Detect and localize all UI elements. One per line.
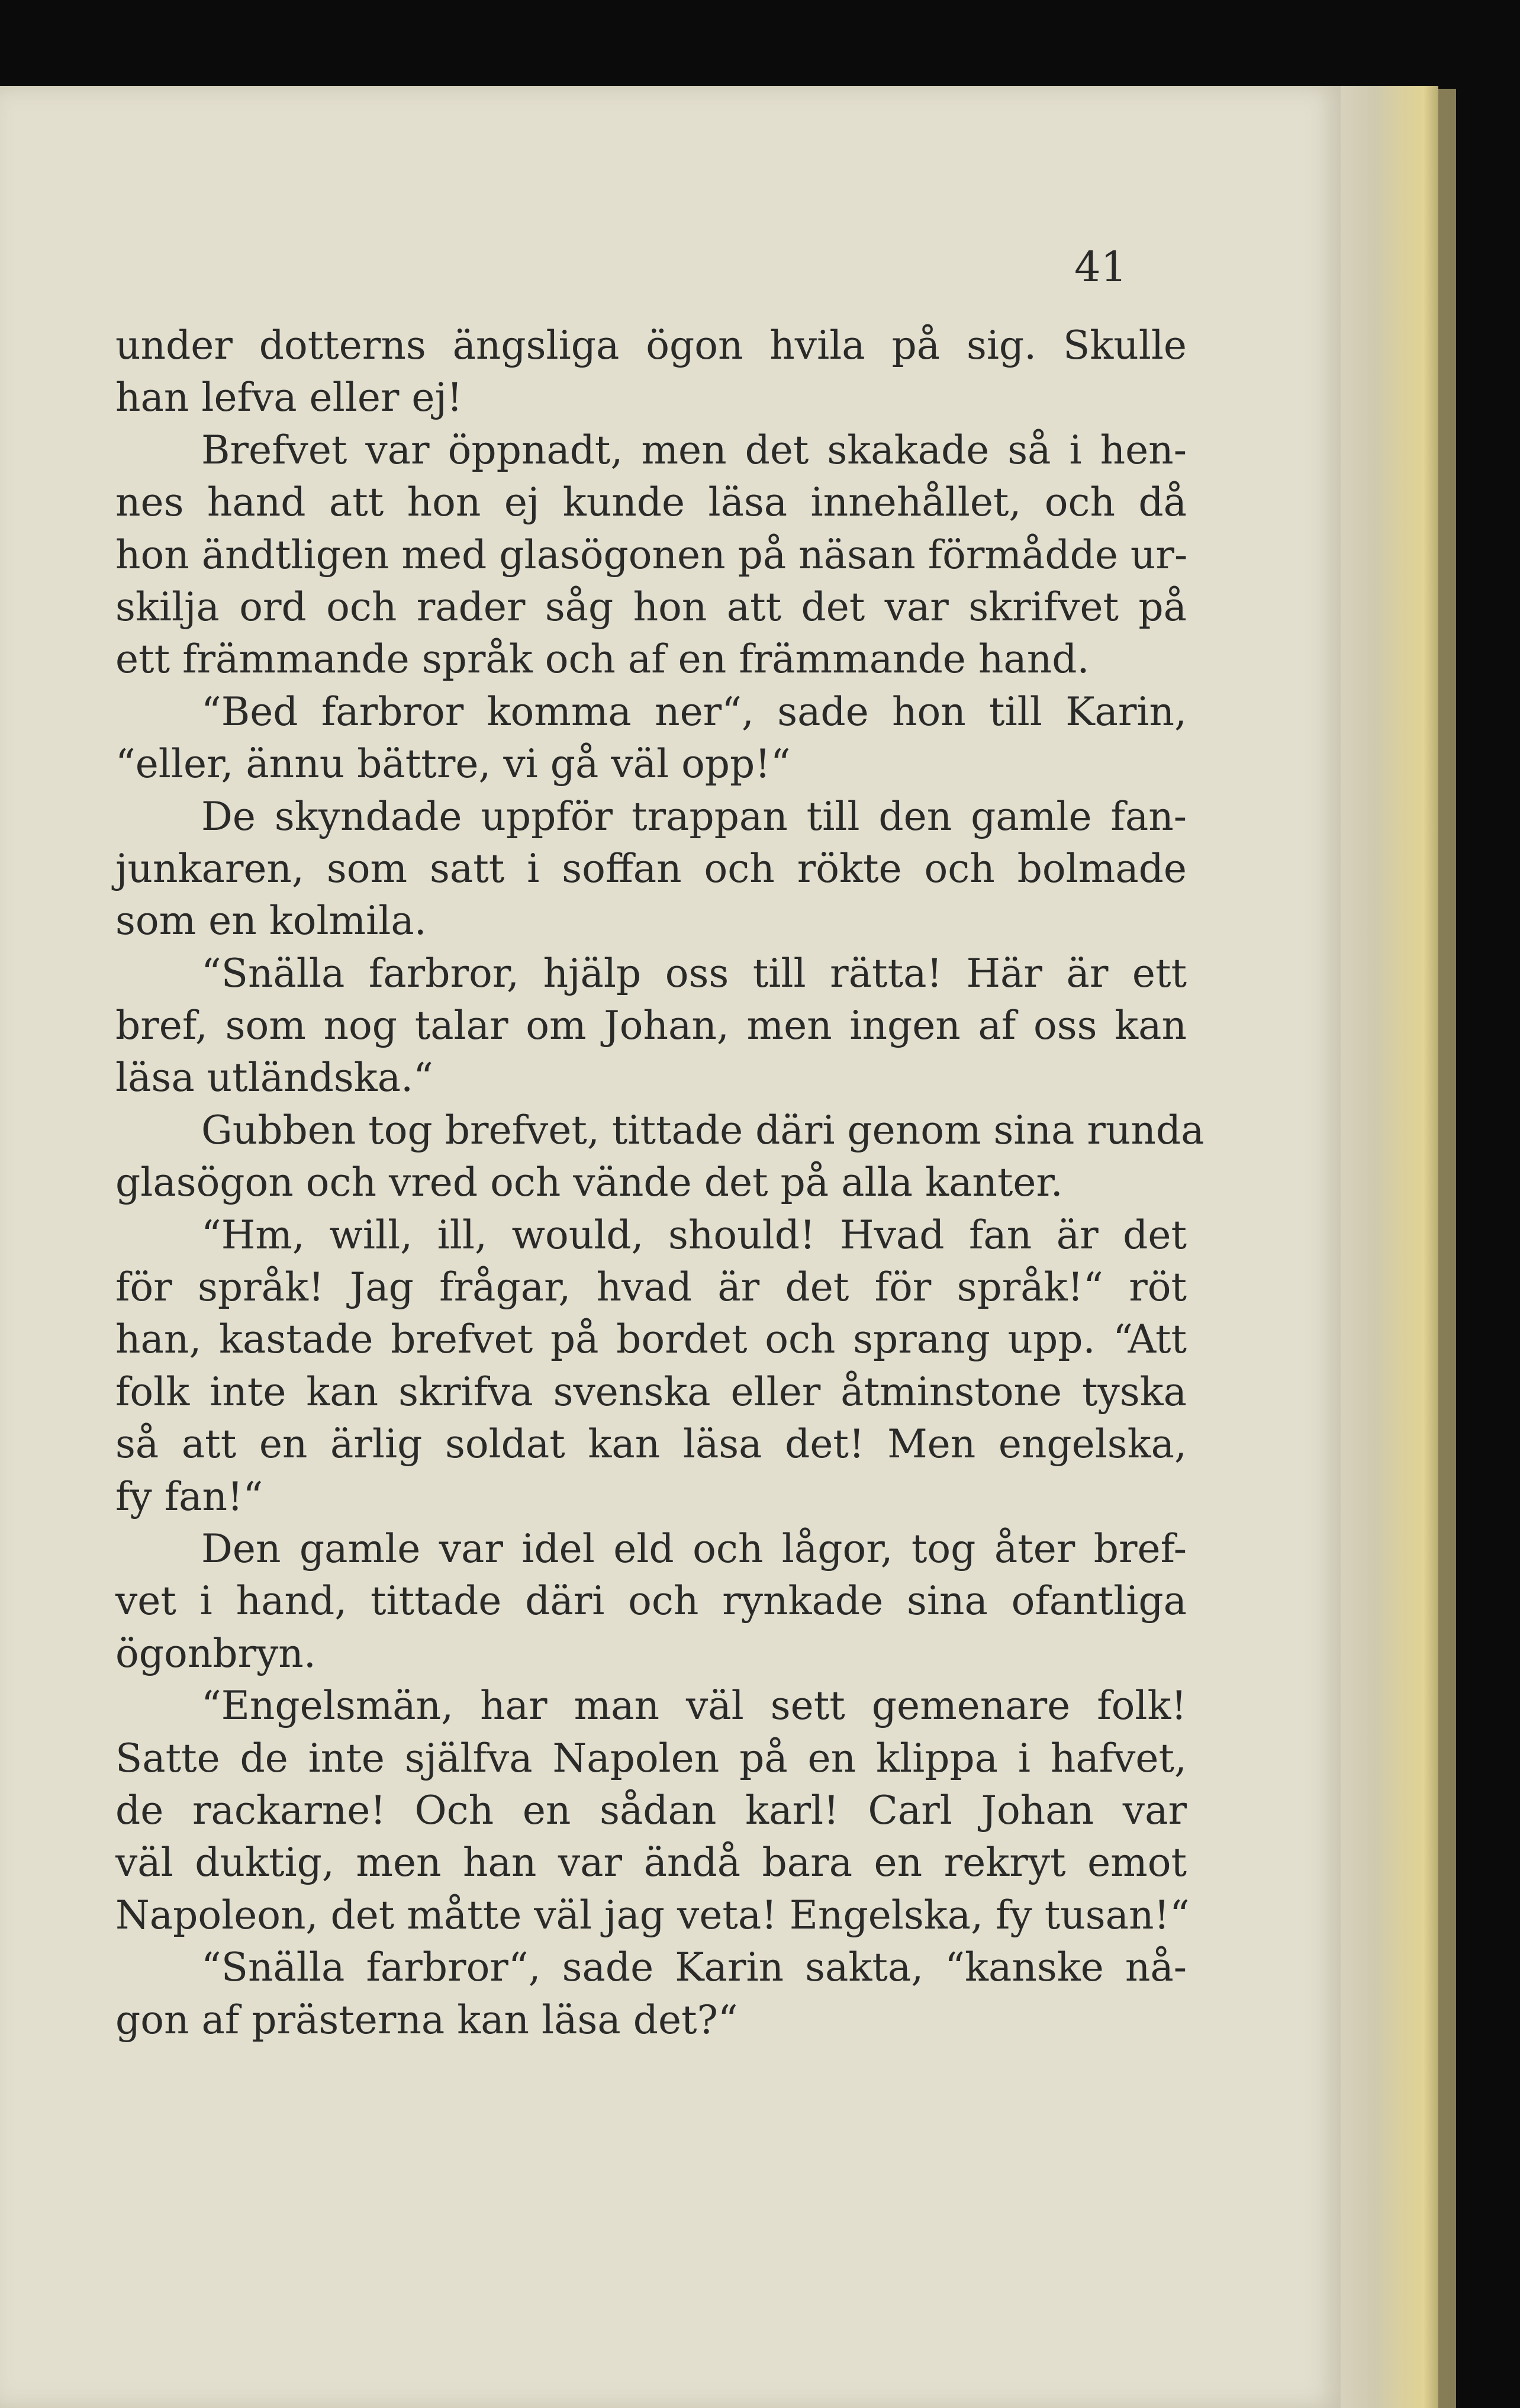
page-number: 41 (1074, 243, 1128, 291)
text-line: Brefvet var öppnadt, men det skakade så i hen- (201, 427, 1187, 473)
text-line: de rackarne! Och en sådan karl! Carl Johan var (115, 1787, 1187, 1833)
text-line: glasögon och vred och vände det på alla kanter. (115, 1160, 1063, 1206)
text-line: nes hand att hon ej kunde läsa innehållet, och då (115, 479, 1187, 526)
text-line: han, kastade brefvet på bordet och sprang upp. “Att (115, 1316, 1187, 1363)
text-line: Gubben tog brefvet, tittade däri genom sina runda (201, 1107, 1205, 1153)
text-line: folk inte kan skrifva svenska eller åtminstone tyska (115, 1369, 1187, 1415)
text-line: De skyndade uppför trappan till den gamle fan- (201, 793, 1187, 839)
text-line: “eller, ännu bättre, vi gå väl opp!“ (115, 741, 791, 787)
text-line: under dotterns ängsliga ögon hvila på sig. Skulle (115, 323, 1187, 368)
text-line: bref, som nog talar om Johan, men ingen af oss kan (115, 1003, 1187, 1049)
text-line: läsa utländska.“ (115, 1055, 433, 1101)
text-line: gon af prästerna kan läsa det?“ (115, 1997, 738, 2043)
text-line: ett främmande språk och af en främmande hand. (115, 636, 1090, 683)
text-line: “Snälla farbror“, sade Karin sakta, “kanske nå- (201, 1945, 1187, 1991)
text-line: som en kolmila. (115, 898, 427, 944)
book-binding (1341, 86, 1438, 2408)
text-line: vet i hand, tittade däri och rynkade sina ofantliga (115, 1578, 1187, 1624)
text-line: junkaren, som satt i soffan och rökte och bolmade (115, 845, 1187, 891)
text-line: Den gamle var idel eld och lågor, tog åter bref- (201, 1525, 1187, 1572)
text-line: “Engelsmän, har man väl sett gemenare folk! (201, 1683, 1187, 1729)
body-text (115, 320, 1205, 2046)
text-line: väl duktig, men han var ändå bara en rekryt emot (115, 1840, 1187, 1886)
text-line: “Bed farbror komma ner“, sade hon till Karin, (201, 688, 1187, 735)
text-line: skilja ord och rader såg hon att det var skrifvet på (115, 584, 1187, 630)
text-line: för språk! Jag frågar, hvad är det för språk!“ röt (115, 1264, 1187, 1311)
text-line: så att en ärlig soldat kan läsa det! Men engelska, (115, 1421, 1187, 1467)
text-line: Satte de inte själfva Napolen på en klippa i hafvet, (115, 1735, 1187, 1781)
text-line: ögonbryn. (115, 1630, 316, 1676)
text-line: “Hm, will, ill, would, should! Hvad fan är det (201, 1212, 1187, 1258)
text-line: “Snälla farbror, hjälp oss till rätta! Här är ett (201, 950, 1187, 996)
text-line: han lefva eller ej! (115, 375, 463, 421)
text-line: fy fan!“ (115, 1473, 263, 1520)
text-line: hon ändtligen med glasögonen på näsan förmådde ur- (115, 532, 1188, 578)
text-line: Napoleon, det måtte väl jag veta! Engelska, fy tusan!“ (115, 1892, 1190, 1938)
book-cover-edge (1438, 89, 1456, 2408)
